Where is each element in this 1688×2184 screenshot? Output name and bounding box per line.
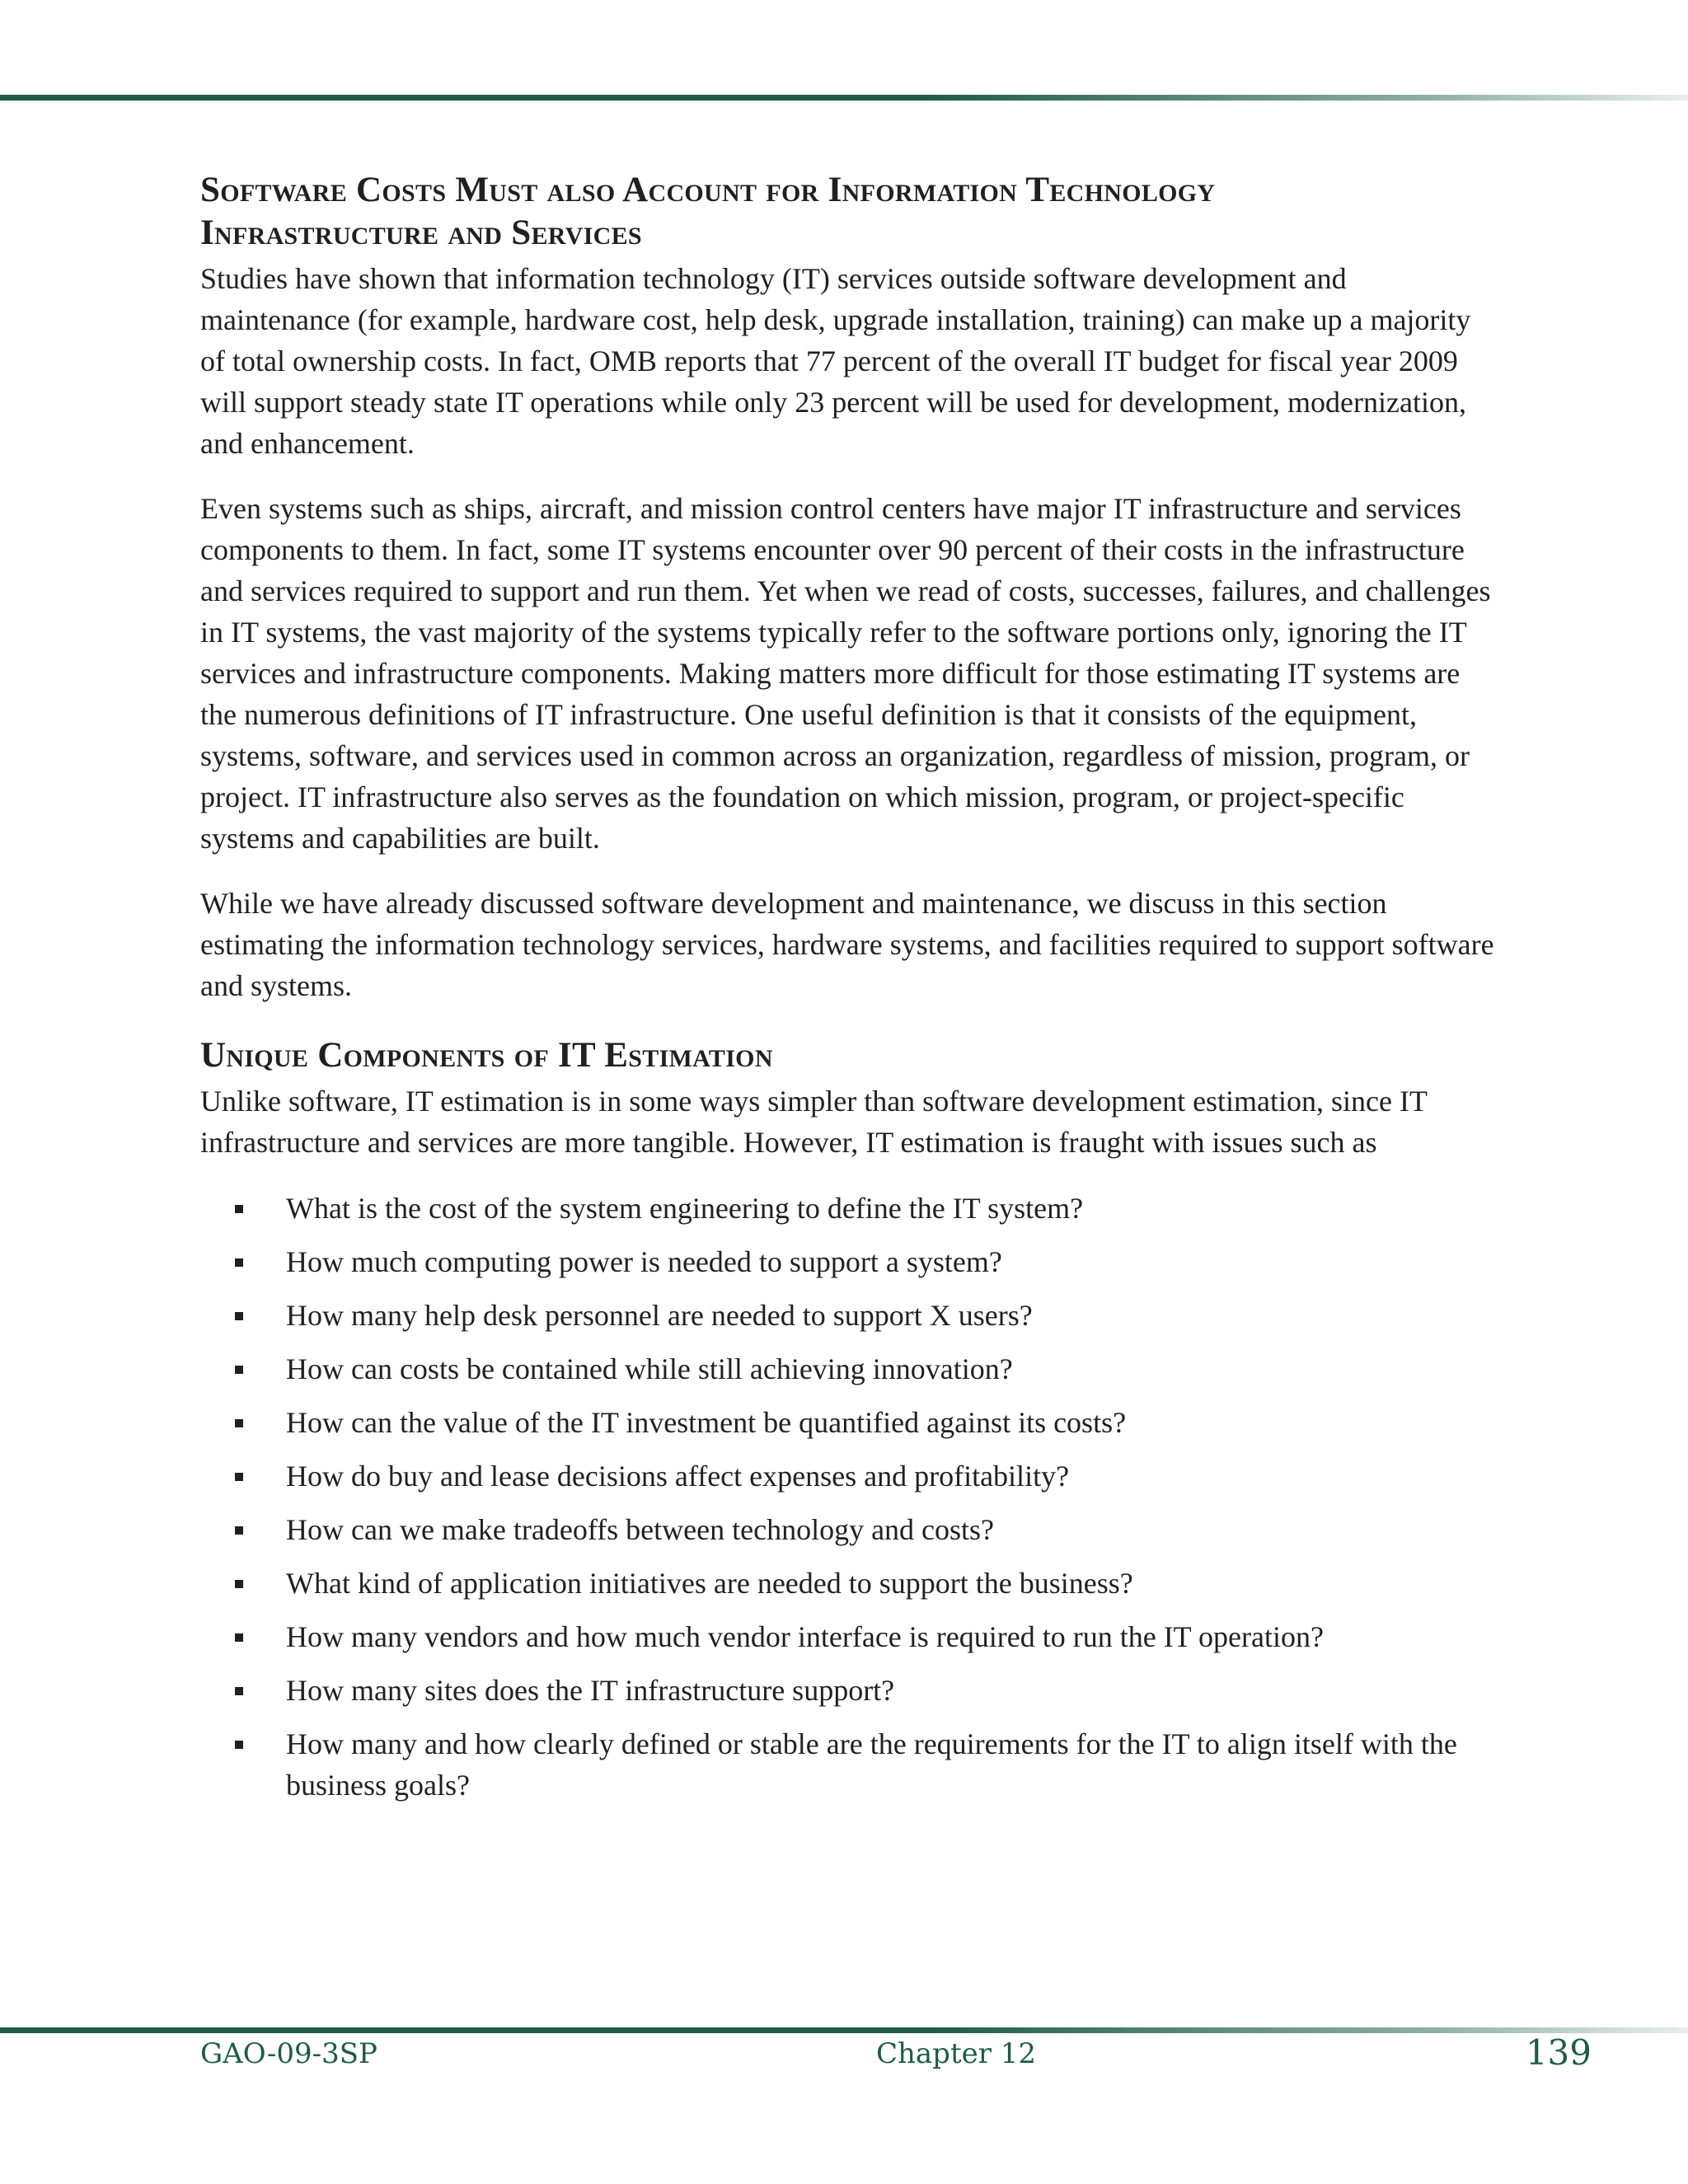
section-heading-unique-components: Unique Components of IT Estimation: [200, 1036, 773, 1075]
square-bullet-icon: [235, 1366, 243, 1374]
list-item: [200, 1241, 1494, 1282]
footer-rule: [0, 2027, 1688, 2033]
paragraph-section-scope: While we have already discussed software development and maintenance, we discuss in this section estimating the information technology services, hardware systems, and facilities required to support software and systems.: [200, 887, 1494, 1002]
list-item: [200, 1509, 1494, 1550]
footer-chapter: Chapter 12: [876, 2037, 1037, 2070]
list-item-text: What kind of application initiatives are needed to support the business?: [286, 1567, 1133, 1600]
list-item-text: How many sites does the IT infrastructure support?: [286, 1674, 895, 1707]
header-rule: [0, 95, 1688, 101]
paragraph-it-estimation-intro: Unlike software, IT estimation is in some ways simpler than software development estimation, since IT infrastructure and services are more tangible. However, IT estimation is fraught with issues such as: [200, 1085, 1428, 1159]
paragraph-it-services: Studies have shown that information technology (IT) services outside software development and maintenance (for example, hardware cost, help desk, upgrade installation, training) can make up a majority of total ownership costs. In fact, OMB reports that 77 percent of the overall IT budget for fiscal year 2009 will support steady state IT operations while only 23 percent will be used for development, modernization, and enhancement.: [200, 262, 1471, 460]
list-item-text: How many vendors and how much vendor interface is required to run the IT operation?: [286, 1620, 1324, 1653]
list-item: [200, 1563, 1494, 1604]
list-item: [200, 1348, 1494, 1390]
square-bullet-icon: [235, 1526, 243, 1535]
section-heading-line-2: Infrastructure and Services: [200, 213, 642, 252]
list-item: [200, 1723, 1494, 1806]
list-item: [200, 1455, 1494, 1497]
list-item-text: What is the cost of the system engineering to define the IT system?: [286, 1192, 1084, 1225]
list-item-text: How many help desk personnel are needed to support X users?: [286, 1299, 1033, 1332]
list-item: [200, 1295, 1494, 1336]
list-item-text: How can we make tradeoffs between technology and costs?: [286, 1513, 995, 1546]
square-bullet-icon: [235, 1205, 243, 1213]
list-item-text: How much computing power is needed to support a system?: [286, 1245, 1002, 1278]
list-item-text: How many and how clearly defined or stable are the requirements for the IT to align itself with the business goals?: [286, 1727, 1457, 1802]
list-item-text: How can costs be contained while still achieving innovation?: [286, 1352, 1013, 1385]
square-bullet-icon: [235, 1473, 243, 1481]
square-bullet-icon: [235, 1580, 243, 1588]
list-item-text: How can the value of the IT investment be quantified against its costs?: [286, 1406, 1127, 1439]
square-bullet-icon: [235, 1258, 243, 1267]
square-bullet-icon: [235, 1687, 243, 1695]
page-number: 139: [1525, 2032, 1592, 2073]
square-bullet-icon: [235, 1312, 243, 1320]
estimation-issues-list: [200, 1188, 1494, 1806]
section-heading-software-costs: [200, 169, 1494, 255]
paragraph-it-infrastructure: Even systems such as ships, aircraft, and mission control centers have major IT infrastructure and services components to them. In fact, some IT systems encounter over 90 percent of their costs in the infrastructure and services required to support and run them. Yet when we read of costs, successes, failures, and challenges in IT systems, the vast majority of the systems typically refer to the software portions only, ignoring the IT services and infrastructure components. Making matters more difficult for those estimating IT systems are the numerous definitions of IT infrastructure. One useful definition is that it consists of the equipment, systems, software, and services used in common across an organization, regardless of mission, program, or project. IT infrastructure also serves as the foundation on which mission, program, or project-specific systems and capabilities are built.: [200, 492, 1491, 855]
section-heading-line-1: Software Costs Must also Account for Information Technology: [200, 171, 1216, 209]
page-body: [200, 169, 1494, 1818]
footer-report-id: GAO-09-3SP: [200, 2037, 377, 2070]
list-item: [200, 1670, 1494, 1711]
square-bullet-icon: [235, 1419, 243, 1427]
list-item: [200, 1402, 1494, 1443]
square-bullet-icon: [235, 1741, 243, 1749]
square-bullet-icon: [235, 1633, 243, 1642]
list-item: [200, 1616, 1494, 1657]
list-item-text: How do buy and lease decisions affect expenses and profitability?: [286, 1460, 1070, 1493]
list-item: [200, 1188, 1494, 1229]
